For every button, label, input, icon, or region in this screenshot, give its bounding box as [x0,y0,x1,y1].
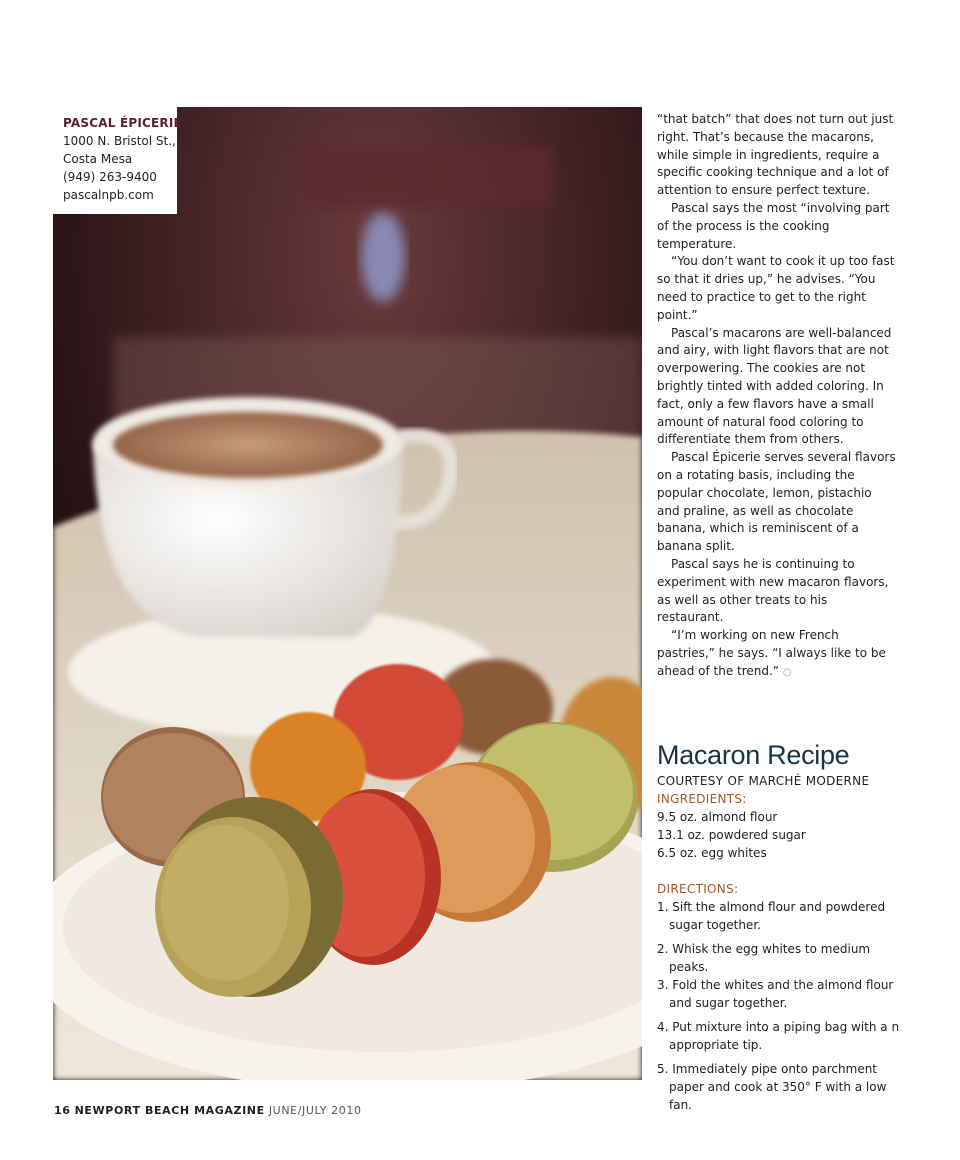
page-number: 16 [54,1104,71,1117]
direction-step: 1. Sift the almond flour and powdered sugar together. [657,900,886,932]
store-info-box [53,107,182,214]
direction-step: 2. Whisk the egg whites to medium peaks. [657,942,871,974]
article-paragraph: “You don’t want to cook it up too fast so that it dries up,” he advises. “You need to practice to get to the right point.” [657,254,895,322]
issue-date: JUNE/JULY 2010 [268,1104,362,1117]
end-mark-icon: ○ [782,666,792,678]
article-paragraph: Pascal says the most “involving part of the process is the cooking temperature. [657,200,890,251]
direction-step: 4. Put mixture into a piping bag with a n appropriate tip. [657,1020,900,1052]
ingredient-item: 13.1 oz. powdered sugar [657,828,806,842]
magazine-name: NEWPORT BEACH MAGAZINE [74,1104,265,1117]
article-paragraph-text: “I’m working on new French pastries,” he says. “I always like to be ahead of the trend.” [657,628,886,678]
ingredients-label: INGREDIENTS: [657,792,747,806]
article-paragraph-last [657,627,897,681]
article-paragraph: Pascal’s macarons are well-balanced and airy, with light flavors that are not overpowering. The cookies are not brightly tinted with added coloring. In fact, only a few flavors have a small amount of natural food coloring to differentiate them from others. [657,325,892,447]
direction-step: 3. Fold the whites and the almond flour and sugar together. [657,978,894,1010]
store-website[interactable]: pascalnpb.com [63,188,154,202]
store-address: 1000 N. Bristol St., [63,134,176,148]
directions-label: DIRECTIONS: [657,882,739,896]
macarons-and-coffee-photo-icon [53,107,642,1080]
store-name: PASCAL ÉPICERIE [63,116,182,130]
ingredient-item: 6.5 oz. egg whites [657,846,767,860]
store-phone: (949) 263-9400 [63,170,157,184]
recipe-title: Macaron Recipe [657,740,850,770]
recipe-courtesy: COURTESY OF MARCHÉ MODERNE [657,774,870,788]
recipe-section [657,738,902,1114]
article-body [657,111,897,682]
store-city: Costa Mesa [63,152,133,166]
article-paragraph: Pascal says he is continuing to experiment with new macaron flavors, as well as other treats to his restaurant. [657,556,889,625]
article-paragraph: Pascal Épicerie serves several flavors on a rotating basis, including the popular chocolate, lemon, pistachio and praline, as well as chocolate banana, which is reminiscent of a banana split. [657,450,896,554]
page-footer [54,1104,362,1117]
ingredient-item: 9.5 oz. almond flour [657,810,778,824]
article-paragraph: “that batch” that does not turn out just right. That’s because the macarons, while simple in ingredients, require a specific cooking technique and a lot of attention to ensure perfect texture. [657,112,894,198]
directions-list [657,898,902,1114]
direction-step: 5. Immediately pipe onto parchment paper and cook at 350° F with a low fan. [657,1062,887,1112]
macarons-photo [53,107,642,1080]
